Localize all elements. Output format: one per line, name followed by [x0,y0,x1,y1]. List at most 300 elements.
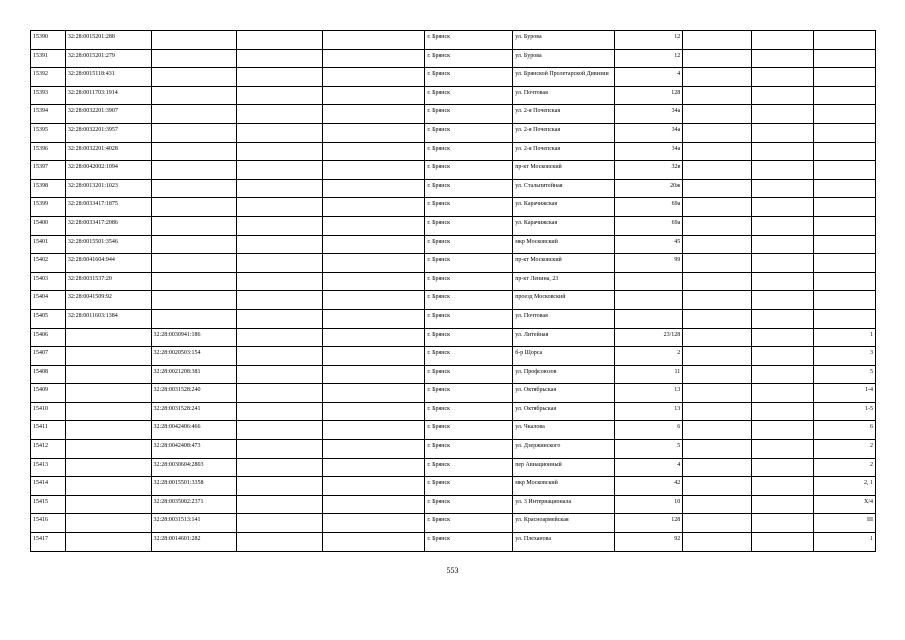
empty-cell [752,533,814,552]
empty-cell [752,235,814,254]
empty-cell [683,198,752,217]
empty-cell [752,440,814,459]
empty-cell [683,495,752,514]
city-cell: г. Брянск [425,309,513,328]
empty-cell [752,86,814,105]
premises-number-cell: III [813,514,875,533]
empty-cell [237,68,323,87]
empty-cell [237,347,323,366]
empty-cell [683,384,752,403]
cadastral-number-cell [65,402,151,421]
city-cell: г. Брянск [425,49,513,68]
empty-cell [322,533,425,552]
record-number-cell: 15412 [31,440,66,459]
street-cell: пр-кт Ленина, 23 [513,272,614,291]
premises-number-cell: 1 [813,533,875,552]
empty-cell [752,328,814,347]
empty-cell [683,179,752,198]
street-cell: ул. Октябрьская [513,402,614,421]
empty-cell [683,123,752,142]
house-number-cell: 6 [614,421,683,440]
premises-number-cell: 3 [813,347,875,366]
table-row [31,440,876,459]
table-row [31,309,876,328]
premises-cadastral-number-cell: 32:28:0031528:241 [151,402,237,421]
page-number: 553 [446,566,459,575]
table-row [31,384,876,403]
table-row [31,272,876,291]
street-cell: ул. Красноармейская [513,514,614,533]
cadastral-number-cell: 32:28:0033417:1875 [65,198,151,217]
premises-number-cell: 2 [813,458,875,477]
empty-cell [683,347,752,366]
premises-cadastral-number-cell [151,105,237,124]
record-number-cell: 15403 [31,272,66,291]
empty-cell [752,31,814,50]
street-cell: мкр Московский [513,235,614,254]
empty-cell [237,458,323,477]
empty-cell [683,421,752,440]
empty-cell [237,272,323,291]
empty-cell [237,291,323,310]
premises-cadastral-number-cell [151,216,237,235]
cadastral-number-cell [65,347,151,366]
empty-cell [237,216,323,235]
table-row [31,179,876,198]
city-cell: г. Брянск [425,216,513,235]
record-number-cell: 15405 [31,309,66,328]
empty-cell [237,86,323,105]
house-number-cell: 23/128 [614,328,683,347]
premises-number-cell [813,216,875,235]
house-number-cell: 13 [614,384,683,403]
house-number-cell: 69а [614,216,683,235]
cadastral-number-cell [65,421,151,440]
city-cell: г. Брянск [425,105,513,124]
table-row [31,142,876,161]
empty-cell [752,384,814,403]
empty-cell [683,254,752,273]
empty-cell [683,402,752,421]
street-cell: ул. Чкалова [513,421,614,440]
empty-cell [752,123,814,142]
street-cell: ул. Бурова [513,49,614,68]
empty-cell [683,49,752,68]
empty-cell [752,161,814,180]
house-number-cell: 69а [614,198,683,217]
empty-cell [322,123,425,142]
empty-cell [322,49,425,68]
house-number-cell: 42 [614,477,683,496]
register-table-body [31,31,876,552]
empty-cell [752,272,814,291]
premises-cadastral-number-cell: 32:28:0030604:2803 [151,458,237,477]
cadastral-number-cell: 32:28:0013201:1023 [65,179,151,198]
table-row [31,347,876,366]
record-number-cell: 15410 [31,402,66,421]
empty-cell [752,495,814,514]
cadastral-number-cell [65,533,151,552]
premises-number-cell: 1 [813,328,875,347]
premises-number-cell [813,49,875,68]
street-cell: ул. Плеханова [513,533,614,552]
table-row [31,31,876,50]
premises-cadastral-number-cell [151,49,237,68]
city-cell: г. Брянск [425,86,513,105]
cadastral-number-cell [65,514,151,533]
cadastral-number-cell: 32:28:0041604:944 [65,254,151,273]
table-row [31,328,876,347]
empty-cell [683,105,752,124]
premises-cadastral-number-cell: 32:28:0031528:240 [151,384,237,403]
premises-number-cell [813,179,875,198]
empty-cell [237,309,323,328]
empty-cell [237,514,323,533]
city-cell: г. Брянск [425,347,513,366]
cadastral-number-cell: 32:28:0032201:4028 [65,142,151,161]
city-cell: г. Брянск [425,477,513,496]
premises-number-cell [813,123,875,142]
premises-number-cell [813,161,875,180]
house-number-cell: 13 [614,402,683,421]
cadastral-number-cell: 32:28:0011703:1914 [65,86,151,105]
empty-cell [237,495,323,514]
empty-cell [752,477,814,496]
empty-cell [683,291,752,310]
empty-cell [752,198,814,217]
empty-cell [322,309,425,328]
record-number-cell: 15398 [31,179,66,198]
table-row [31,216,876,235]
premises-cadastral-number-cell: 32:28:0020503:154 [151,347,237,366]
record-number-cell: 15395 [31,123,66,142]
city-cell: г. Брянск [425,198,513,217]
premises-cadastral-number-cell [151,235,237,254]
empty-cell [322,216,425,235]
cadastral-number-cell: 32:28:0041509:92 [65,291,151,310]
city-cell: г. Брянск [425,365,513,384]
cadastral-number-cell: 32:28:0015201:288 [65,31,151,50]
street-cell: б-р Щорса [513,347,614,366]
empty-cell [237,477,323,496]
table-row [31,495,876,514]
street-cell: пр-кт Московский [513,161,614,180]
empty-cell [237,198,323,217]
premises-cadastral-number-cell [151,161,237,180]
house-number-cell: 45 [614,235,683,254]
empty-cell [683,68,752,87]
empty-cell [237,123,323,142]
empty-cell [322,105,425,124]
city-cell: г. Брянск [425,440,513,459]
record-number-cell: 15417 [31,533,66,552]
premises-number-cell [813,291,875,310]
city-cell: г. Брянск [425,328,513,347]
empty-cell [322,86,425,105]
street-cell: проезд Московский [513,291,614,310]
record-number-cell: 15394 [31,105,66,124]
record-number-cell: 15409 [31,384,66,403]
premises-number-cell [813,309,875,328]
table-row [31,254,876,273]
empty-cell [237,105,323,124]
premises-number-cell: 5 [813,365,875,384]
street-cell: ул. Литейная [513,328,614,347]
empty-cell [683,86,752,105]
street-cell: ул. Брянской Пролетарской Дивизии [513,68,614,87]
house-number-cell: 12 [614,49,683,68]
premises-cadastral-number-cell: 32:28:0014601:282 [151,533,237,552]
record-number-cell: 15390 [31,31,66,50]
record-number-cell: 15408 [31,365,66,384]
street-cell: пр-кт Московский [513,254,614,273]
premises-cadastral-number-cell: 32:28:0042408:473 [151,440,237,459]
empty-cell [683,161,752,180]
premises-number-cell [813,198,875,217]
empty-cell [683,272,752,291]
empty-cell [752,49,814,68]
premises-number-cell [813,68,875,87]
empty-cell [322,31,425,50]
city-cell: г. Брянск [425,31,513,50]
record-number-cell: 15399 [31,198,66,217]
cadastral-number-cell: 32:28:0031537:20 [65,272,151,291]
city-cell: г. Брянск [425,179,513,198]
city-cell: г. Брянск [425,142,513,161]
premises-cadastral-number-cell [151,179,237,198]
table-row [31,235,876,254]
house-number-cell: 5 [614,440,683,459]
record-number-cell: 15393 [31,86,66,105]
premises-cadastral-number-cell: 32:28:0030941:186 [151,328,237,347]
empty-cell [683,533,752,552]
cadastral-number-cell: 32:28:0032201:3957 [65,123,151,142]
cadastral-number-cell [65,384,151,403]
empty-cell [237,254,323,273]
empty-cell [683,31,752,50]
empty-cell [237,533,323,552]
house-number-cell: 4 [614,68,683,87]
record-number-cell: 15391 [31,49,66,68]
premises-number-cell: 2 [813,440,875,459]
street-cell: ул. Профсоюзов [513,365,614,384]
city-cell: г. Брянск [425,514,513,533]
empty-cell [237,402,323,421]
premises-cadastral-number-cell [151,86,237,105]
table-row [31,365,876,384]
premises-number-cell [813,86,875,105]
premises-cadastral-number-cell [151,272,237,291]
city-cell: г. Брянск [425,123,513,142]
empty-cell [752,514,814,533]
premises-cadastral-number-cell [151,123,237,142]
street-cell: ул. Почтовая [513,309,614,328]
table-row [31,68,876,87]
table-row [31,458,876,477]
empty-cell [322,514,425,533]
empty-cell [752,68,814,87]
house-number-cell: 92 [614,533,683,552]
premises-cadastral-number-cell [151,291,237,310]
cadastral-number-cell [65,495,151,514]
table-row [31,86,876,105]
house-number-cell: 99 [614,254,683,273]
cadastral-number-cell [65,440,151,459]
register-table [30,30,876,552]
empty-cell [322,458,425,477]
empty-cell [752,142,814,161]
cadastral-number-cell: 32:28:0015201:279 [65,49,151,68]
table-row [31,477,876,496]
street-cell: ул. Карачижская [513,216,614,235]
record-number-cell: 15397 [31,161,66,180]
empty-cell [683,216,752,235]
record-number-cell: 15414 [31,477,66,496]
street-cell: ул. Почтовая [513,86,614,105]
premises-number-cell [813,272,875,291]
empty-cell [237,161,323,180]
empty-cell [752,291,814,310]
empty-cell [322,402,425,421]
empty-cell [237,421,323,440]
empty-cell [237,440,323,459]
street-cell: мкр Московский [513,477,614,496]
record-number-cell: 15415 [31,495,66,514]
premises-number-cell [813,254,875,273]
street-cell: ул. Стальпитейная [513,179,614,198]
house-number-cell: 32в [614,161,683,180]
city-cell: г. Брянск [425,254,513,273]
table-row [31,123,876,142]
premises-cadastral-number-cell [151,142,237,161]
cadastral-number-cell [65,328,151,347]
record-number-cell: 15392 [31,68,66,87]
empty-cell [322,272,425,291]
empty-cell [683,142,752,161]
empty-cell [237,235,323,254]
city-cell: г. Брянск [425,68,513,87]
premises-number-cell [813,105,875,124]
premises-cadastral-number-cell: 32:28:0042406:466 [151,421,237,440]
street-cell: ул. 2-я Почепская [513,123,614,142]
street-cell: ул. 3 Интернационала [513,495,614,514]
empty-cell [322,179,425,198]
record-number-cell: 15407 [31,347,66,366]
premises-cadastral-number-cell [151,68,237,87]
empty-cell [322,495,425,514]
empty-cell [752,365,814,384]
empty-cell [683,477,752,496]
cadastral-number-cell: 32:28:0032201:3907 [65,105,151,124]
premises-cadastral-number-cell: 32:28:0035002:2371 [151,495,237,514]
cadastral-number-cell: 32:28:0033417:2086 [65,216,151,235]
empty-cell [752,309,814,328]
empty-cell [322,254,425,273]
empty-cell [752,216,814,235]
house-number-cell: 128 [614,514,683,533]
record-number-cell: 15396 [31,142,66,161]
premises-number-cell: 2, 1 [813,477,875,496]
house-number-cell: 2 [614,347,683,366]
empty-cell [752,421,814,440]
record-number-cell: 15406 [31,328,66,347]
cadastral-number-cell: 32:28:0011603:1384 [65,309,151,328]
table-row [31,198,876,217]
cadastral-number-cell: 32:28:0015118:431 [65,68,151,87]
table-row [31,402,876,421]
empty-cell [752,347,814,366]
house-number-cell: 11 [614,365,683,384]
empty-cell [322,291,425,310]
table-row [31,421,876,440]
cadastral-number-cell: 32:28:0042002:1094 [65,161,151,180]
record-number-cell: 15413 [31,458,66,477]
premises-number-cell [813,31,875,50]
record-number-cell: 15416 [31,514,66,533]
empty-cell [322,421,425,440]
empty-cell [322,347,425,366]
premises-number-cell [813,142,875,161]
empty-cell [322,440,425,459]
empty-cell [683,440,752,459]
house-number-cell [614,291,683,310]
city-cell: г. Брянск [425,402,513,421]
premises-cadastral-number-cell: 32:28:0021208:381 [151,365,237,384]
empty-cell [322,328,425,347]
premises-cadastral-number-cell [151,254,237,273]
house-number-cell: 34а [614,105,683,124]
city-cell: г. Брянск [425,458,513,477]
premises-cadastral-number-cell: 32:28:0031513:141 [151,514,237,533]
premises-number-cell: Х/4 [813,495,875,514]
house-number-cell: 34а [614,123,683,142]
premises-number-cell [813,235,875,254]
street-cell: пер Авиационный [513,458,614,477]
house-number-cell: 4 [614,458,683,477]
city-cell: г. Брянск [425,161,513,180]
street-cell: ул. 2-я Почепская [513,142,614,161]
premises-cadastral-number-cell: 32:28:0015501:3358 [151,477,237,496]
house-number-cell: 12 [614,31,683,50]
empty-cell [752,402,814,421]
empty-cell [322,198,425,217]
street-cell: ул. Дзержинского [513,440,614,459]
record-number-cell: 15411 [31,421,66,440]
house-number-cell [614,272,683,291]
empty-cell [237,328,323,347]
record-number-cell: 15402 [31,254,66,273]
house-number-cell [614,309,683,328]
city-cell: г. Брянск [425,384,513,403]
cadastral-number-cell [65,477,151,496]
street-cell: ул. Карачижская [513,198,614,217]
premises-cadastral-number-cell [151,309,237,328]
empty-cell [322,142,425,161]
empty-cell [683,309,752,328]
street-cell: ул. Октябрьская [513,384,614,403]
empty-cell [237,31,323,50]
premises-number-cell: 6 [813,421,875,440]
premises-cadastral-number-cell [151,31,237,50]
empty-cell [322,365,425,384]
empty-cell [322,235,425,254]
cadastral-number-cell [65,458,151,477]
city-cell: г. Брянск [425,291,513,310]
empty-cell [752,254,814,273]
street-cell: ул. 2-я Почепская [513,105,614,124]
empty-cell [683,235,752,254]
cadastral-number-cell [65,365,151,384]
